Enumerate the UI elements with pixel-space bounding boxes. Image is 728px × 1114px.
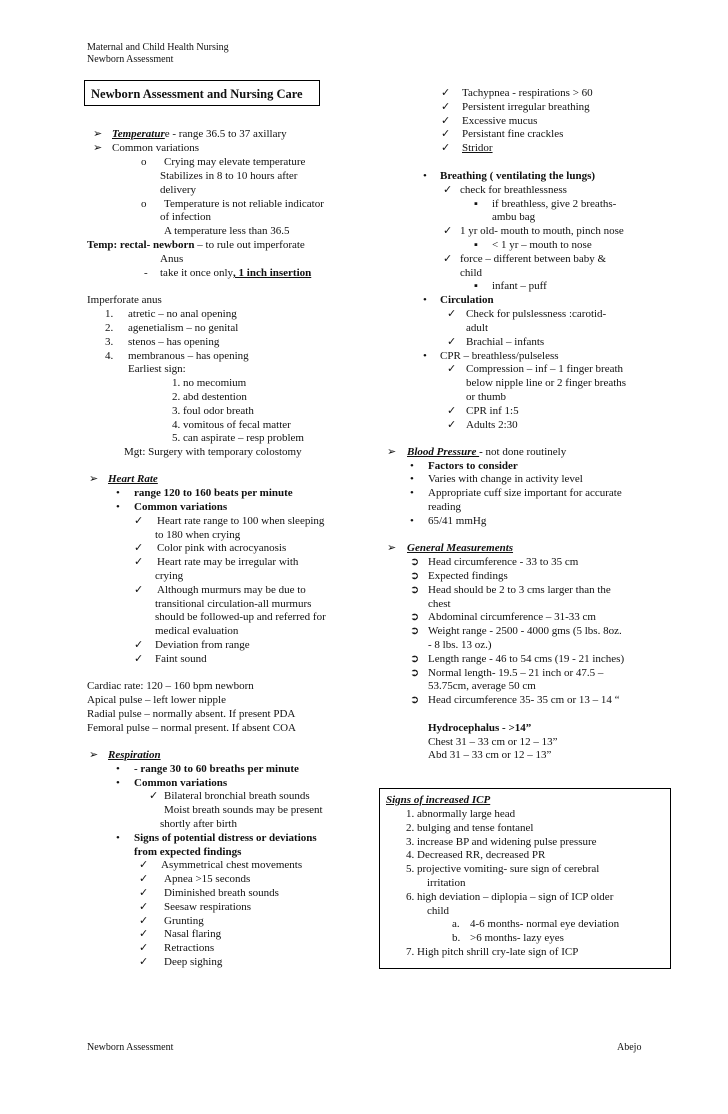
right-text-line: Signs of increased ICP bbox=[386, 794, 491, 806]
right-text-line: Hydrocephalus - >14” bbox=[428, 722, 532, 734]
right-bullet-marker: ✓ bbox=[443, 253, 453, 265]
right-bullet-marker: ✓ bbox=[441, 128, 451, 140]
right-text-line: Brachial – infants bbox=[466, 336, 545, 348]
left-text-line: atretic – no anal opening bbox=[128, 308, 237, 320]
right-text-line: Excessive mucus bbox=[462, 115, 538, 127]
right-text-line: 6. high deviation – diplopia – sign of ICP older bbox=[406, 891, 614, 903]
right-text-line: Circulation bbox=[440, 294, 494, 306]
left-bullet-marker: ✓ bbox=[134, 515, 144, 527]
right-text-line: Adults 2:30 bbox=[466, 419, 518, 431]
right-bullet-marker: ✓ bbox=[441, 115, 451, 127]
left-bullet-marker: • bbox=[116, 487, 120, 499]
right-bullet-marker: ➲ bbox=[410, 611, 420, 623]
left-text-line: medical evaluation bbox=[155, 625, 239, 637]
left-bullet-marker: • bbox=[116, 832, 120, 844]
right-bullet-marker: ✓ bbox=[443, 225, 453, 237]
left-text-line: Bilateral bronchial breath sounds bbox=[164, 790, 310, 802]
left-text-line: Asymmetrical chest movements bbox=[161, 859, 303, 871]
right-bullet-marker: ✓ bbox=[447, 308, 457, 320]
right-bullet-marker: ▪ bbox=[474, 198, 478, 210]
left-text-line: Faint sound bbox=[155, 653, 207, 665]
right-text-line: Factors to consider bbox=[428, 460, 518, 472]
right-text-line: 2. bulging and tense fontanel bbox=[406, 822, 534, 834]
right-bullet-marker: ▪ bbox=[474, 239, 478, 251]
left-text-line: Common variations bbox=[112, 142, 200, 154]
left-bullet-marker: ➢ bbox=[89, 749, 99, 761]
left-text-line: Deviation from range bbox=[155, 639, 250, 651]
right-text-line: below nipple line or 2 finger breaths bbox=[466, 377, 627, 389]
right-bullet-marker: • bbox=[410, 473, 414, 485]
document-title: Newborn Assessment and Nursing Care bbox=[84, 80, 320, 106]
right-text-line: force – different between baby & bbox=[460, 253, 607, 265]
right-bullet-marker: • bbox=[423, 350, 427, 362]
right-bullet-marker: ✓ bbox=[441, 87, 451, 99]
left-text-line: Seesaw respirations bbox=[164, 901, 252, 913]
left-text-line: crying bbox=[155, 570, 184, 582]
left-text-line: Retractions bbox=[164, 942, 215, 954]
left-text-line: delivery bbox=[160, 184, 197, 196]
left-text-line: Signs of potential distress or deviations bbox=[134, 832, 317, 844]
left-text-line: Respiration bbox=[108, 749, 161, 761]
left-bullet-marker: ➢ bbox=[93, 128, 103, 140]
running-header-course: Maternal and Child Health Nursing bbox=[87, 42, 229, 53]
running-header-topic: Newborn Assessment bbox=[87, 54, 174, 65]
right-text-line: Abdominal circumference – 31-33 cm bbox=[428, 611, 596, 623]
left-bullet-marker: ✓ bbox=[139, 942, 149, 954]
right-text-line: ambu bag bbox=[492, 211, 536, 223]
left-text-line: agenetialism – no genital bbox=[128, 322, 239, 334]
left-bullet-marker: ✓ bbox=[139, 928, 149, 940]
right-text-line: 7. High pitch shrill cry-late sign of ICP bbox=[406, 946, 579, 958]
right-text-line: child bbox=[460, 267, 482, 279]
left-text-line: Heart rate may be irregular with bbox=[157, 556, 299, 568]
right-bullet-marker: • bbox=[423, 294, 427, 306]
right-text-line: adult bbox=[466, 322, 488, 334]
right-text-line: Appropriate cuff size important for accurate bbox=[428, 487, 622, 499]
left-bullet-marker: ✓ bbox=[139, 915, 149, 927]
left-bullet-marker: ✓ bbox=[149, 790, 159, 802]
right-bullet-marker: • bbox=[410, 487, 414, 499]
left-bullet-marker: 3. bbox=[105, 336, 114, 348]
right-text-line: Head circumference - 33 to 35 cm bbox=[428, 556, 579, 568]
right-text-line: 53.75cm, average 50 cm bbox=[428, 680, 536, 692]
left-bullet-marker: o bbox=[141, 198, 147, 210]
right-text-line: Varies with change in activity level bbox=[428, 473, 583, 485]
left-text-line: Although murmurs may be due to bbox=[157, 584, 306, 596]
left-bullet-marker: ➢ bbox=[93, 142, 103, 154]
right-text-line: or thumb bbox=[466, 391, 507, 403]
right-text-line: CPR inf 1:5 bbox=[466, 405, 519, 417]
right-text-line: Compression – inf – 1 finger breath bbox=[466, 363, 624, 375]
left-text-line: Stabilizes in 8 to 10 hours after bbox=[160, 170, 298, 182]
right-text-line: - 8 lbs. 13 oz.) bbox=[428, 639, 492, 651]
right-bullet-marker: • bbox=[423, 170, 427, 182]
left-bullet-marker: • bbox=[116, 763, 120, 775]
left-text-line: stenos – has opening bbox=[128, 336, 220, 348]
right-text-line: Length range - 46 to 54 cms (19 - 21 inches) bbox=[428, 653, 625, 665]
right-text-line: 65/41 mmHg bbox=[428, 515, 487, 527]
right-bullet-marker: ➲ bbox=[410, 584, 420, 596]
right-text-line: >6 months- lazy eyes bbox=[470, 932, 564, 944]
left-text-line: Earliest sign: bbox=[128, 363, 186, 375]
left-text-line: Diminished breath sounds bbox=[164, 887, 279, 899]
left-text-line: Heart rate range to 100 when sleeping bbox=[157, 515, 325, 527]
left-text-line: Crying may elevate temperature bbox=[164, 156, 306, 168]
left-bullet-marker: ✓ bbox=[134, 639, 144, 651]
left-bullet-marker: ✓ bbox=[134, 584, 144, 596]
right-text-line: chest bbox=[428, 598, 451, 610]
right-bullet-marker: ✓ bbox=[447, 336, 457, 348]
right-bullet-marker: ➢ bbox=[387, 446, 397, 458]
right-text-line: General Measurements bbox=[407, 542, 514, 554]
right-text-line: Chest 31 – 33 cm or 12 – 13” bbox=[428, 736, 558, 748]
right-text-line: Check for pulslessness :carotid- bbox=[466, 308, 607, 320]
left-text-line: Imperforate anus bbox=[87, 294, 162, 306]
right-text-line: 4-6 months- normal eye deviation bbox=[470, 918, 620, 930]
left-bullet-marker: o bbox=[141, 156, 147, 168]
left-bullet-marker: ✓ bbox=[139, 956, 149, 968]
left-bullet-marker: 1. bbox=[105, 308, 114, 320]
left-text-line: Color pink with acrocyanosis bbox=[157, 542, 287, 554]
right-text-line: 1. abnormally large head bbox=[406, 808, 516, 820]
left-bullet-marker: ✓ bbox=[134, 556, 144, 568]
left-text-line: Common variations bbox=[134, 777, 228, 789]
left-text-line: Radial pulse – normally absent. If present PDA bbox=[87, 708, 296, 720]
left-text-line: 2. abd destention bbox=[172, 391, 247, 403]
right-bullet-marker: ➲ bbox=[410, 625, 420, 637]
right-bullet-marker: ✓ bbox=[447, 363, 457, 375]
right-text-line: Blood Pressure - not done routinely bbox=[407, 446, 567, 458]
left-bullet-marker: 4. bbox=[105, 350, 114, 362]
right-text-line: Abd 31 – 33 cm or 12 – 13” bbox=[428, 749, 552, 761]
left-text-line: Moist breath sounds may be present bbox=[164, 804, 323, 816]
right-text-line: 3. increase BP and widening pulse pressure bbox=[406, 836, 597, 848]
right-text-line: Expected findings bbox=[428, 570, 508, 582]
right-bullet-marker: b. bbox=[452, 932, 461, 944]
left-text-line: shortly after birth bbox=[160, 818, 237, 830]
right-bullet-marker: • bbox=[410, 460, 414, 472]
right-text-line: Weight range - 2500 - 4000 gms (5 lbs. 8oz. bbox=[428, 625, 622, 637]
right-bullet-marker: • bbox=[410, 515, 414, 527]
left-bullet-marker: - bbox=[144, 267, 148, 279]
left-text-line: Temperature is not reliable indicator bbox=[164, 198, 324, 210]
right-bullet-marker: ➲ bbox=[410, 667, 420, 679]
left-text-line: 1. no mecomium bbox=[172, 377, 247, 389]
right-bullet-marker: ✓ bbox=[447, 405, 457, 417]
left-text-line: range 120 to 160 beats per minute bbox=[134, 487, 293, 499]
right-text-line: Persistant fine crackles bbox=[462, 128, 564, 140]
right-text-line: CPR – breathless/pulseless bbox=[440, 350, 559, 362]
left-text-line: Temperature - range 36.5 to 37 axillary bbox=[112, 128, 287, 140]
right-text-line: irritation bbox=[427, 877, 466, 889]
right-text-line: 5. projective vomiting- sure sign of cerebral bbox=[406, 863, 600, 875]
right-bullet-marker: ➲ bbox=[410, 570, 420, 582]
right-text-line: Head should be 2 to 3 cms larger than the bbox=[428, 584, 611, 596]
right-bullet-marker: ✓ bbox=[447, 419, 457, 431]
left-text-line: Deep sighing bbox=[164, 956, 223, 968]
left-bullet-marker: • bbox=[116, 777, 120, 789]
right-text-line: 4. Decreased RR, decreased PR bbox=[406, 849, 546, 861]
right-text-line: Head circumference 35- 35 cm or 13 – 14 “ bbox=[428, 694, 620, 706]
left-text-line: Cardiac rate: 120 – 160 bpm newborn bbox=[87, 680, 254, 692]
left-bullet-marker: ✓ bbox=[139, 859, 149, 871]
right-bullet-marker: ➢ bbox=[387, 542, 397, 554]
left-text-line: Common variations bbox=[134, 501, 228, 513]
right-bullet-marker: ▪ bbox=[474, 280, 478, 292]
left-text-line: to 180 when crying bbox=[155, 529, 241, 541]
left-text-line: 4. vomitous of fecal matter bbox=[172, 419, 291, 431]
right-bullet-marker: ✓ bbox=[441, 101, 451, 113]
left-text-line: of infection bbox=[160, 211, 212, 223]
left-bullet-marker: • bbox=[116, 501, 120, 513]
left-bullet-marker: ✓ bbox=[134, 542, 144, 554]
left-text-line: Heart Rate bbox=[108, 473, 158, 485]
left-text-line: transitional circulation-all murmurs bbox=[155, 598, 312, 610]
left-text-line: Temp: rectal- newborn – to rule out imperforate bbox=[87, 239, 305, 251]
right-text-line: Normal length- 19.5 – 21 inch or 47.5 – bbox=[428, 667, 604, 679]
left-text-line: from expected findings bbox=[134, 846, 242, 858]
right-text-line: reading bbox=[428, 501, 461, 513]
left-text-line: Mgt: Surgery with temporary colostomy bbox=[124, 446, 302, 458]
right-bullet-marker: ✓ bbox=[441, 142, 451, 154]
right-bullet-marker: ✓ bbox=[443, 184, 453, 196]
left-bullet-marker: ➢ bbox=[89, 473, 99, 485]
right-bullet-marker: a. bbox=[452, 918, 460, 930]
left-bullet-marker: 2. bbox=[105, 322, 114, 334]
right-text-line: if breathless, give 2 breaths- bbox=[492, 198, 617, 210]
right-text-line: check for breathlessness bbox=[460, 184, 567, 196]
right-text-line: Breathing ( ventilating the lungs) bbox=[440, 170, 596, 182]
right-bullet-marker: ➲ bbox=[410, 653, 420, 665]
right-text-line: Persistent irregular breathing bbox=[462, 101, 590, 113]
left-text-line: - range 30 to 60 breaths per minute bbox=[134, 763, 299, 775]
left-text-line: take it once only, 1 inch insertion bbox=[160, 267, 312, 279]
left-text-line: Apical pulse – left lower nipple bbox=[87, 694, 226, 706]
left-text-line: Apnea >15 seconds bbox=[164, 873, 251, 885]
footer-right: Abejo bbox=[617, 1042, 642, 1053]
left-text-line: Grunting bbox=[164, 915, 204, 927]
left-text-line: should be followed-up and referred for bbox=[155, 611, 326, 623]
left-bullet-marker: ✓ bbox=[139, 873, 149, 885]
right-bullet-marker: ➲ bbox=[410, 556, 420, 568]
footer-left: Newborn Assessment bbox=[87, 1042, 174, 1053]
left-text-line: Femoral pulse – normal present. If absent COA bbox=[87, 722, 296, 734]
right-text-line: child bbox=[427, 905, 449, 917]
left-bullet-marker: ✓ bbox=[134, 653, 144, 665]
right-text-line: Stridor bbox=[462, 142, 493, 154]
left-bullet-marker: ✓ bbox=[139, 887, 149, 899]
right-text-line: Tachypnea - respirations > 60 bbox=[462, 87, 593, 99]
left-text-line: membranous – has opening bbox=[128, 350, 249, 362]
right-text-line: 1 yr old- mouth to mouth, pinch nose bbox=[460, 225, 624, 237]
left-text-line: A temperature less than 36.5 bbox=[164, 225, 290, 237]
left-text-line: Anus bbox=[160, 253, 184, 265]
left-text-line: 3. foul odor breath bbox=[172, 405, 254, 417]
left-bullet-marker: ✓ bbox=[139, 901, 149, 913]
right-text-line: infant – puff bbox=[492, 280, 547, 292]
left-text-line: Nasal flaring bbox=[164, 928, 222, 940]
left-text-line: 5. can aspirate – resp problem bbox=[172, 432, 304, 444]
right-text-line: < 1 yr – mouth to nose bbox=[492, 239, 592, 251]
right-bullet-marker: ➲ bbox=[410, 694, 420, 706]
